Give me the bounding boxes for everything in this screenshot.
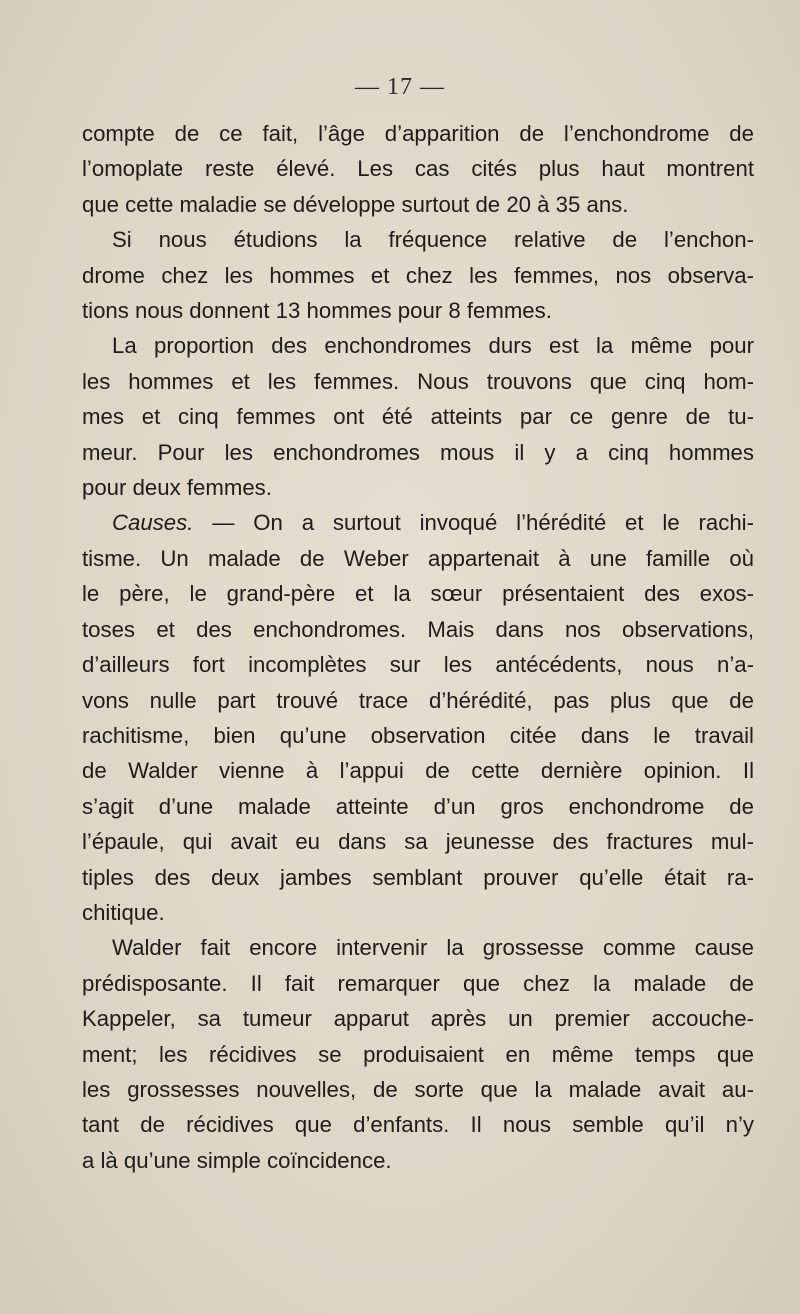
- text-line: vons nulle part trouvé trace d’hérédité, pas plus que de: [82, 687, 754, 713]
- text-line: Si nous étudions la fréquence relative de l’enchon-: [112, 227, 754, 253]
- body-text: [82, 116, 754, 1178]
- text-line: rachitisme, bien qu’une observation citée dans le travail: [82, 722, 754, 748]
- text-line: l’épaule, qui avait eu dans sa jeunesse des fractures mul-: [82, 829, 754, 855]
- text-line: les hommes et les femmes. Nous trouvons que cinq hom-: [82, 368, 754, 394]
- text-line: tant de récidives que d’enfants. Il nous semble qu’il n’y: [82, 1112, 754, 1138]
- text-line: s’agit d’une malade atteinte d’un gros enchondrome de: [82, 793, 754, 819]
- text-line: tiples des deux jambes semblant prouver qu’elle était ra-: [82, 864, 754, 890]
- text-line: La proportion des enchondromes durs est la même pour: [112, 333, 754, 359]
- text-line: [82, 505, 754, 540]
- text-line: les grossesses nouvelles, de sorte que la malade avait au-: [82, 1076, 754, 1102]
- text-line: tisme. Un malade de Weber appartenait à une famille où: [82, 545, 754, 571]
- text-line: toses et des enchondromes. Mais dans nos observations,: [82, 616, 754, 642]
- text-line: d’ailleurs fort incomplètes sur les antécédents, nous n’a-: [82, 652, 754, 678]
- text-line: compte de ce fait, l’âge d’apparition de l’enchondrome de: [82, 121, 754, 146]
- text-line: tions nous donnent 13 hommes pour 8 femmes.: [82, 298, 552, 324]
- text-line: que cette maladie se développe surtout de 20 à 35 ans.: [82, 191, 629, 217]
- text-line: drome chez les hommes et chez les femmes, nos observa-: [82, 262, 754, 288]
- text-line: a là qu’une simple coïncidence.: [82, 1147, 392, 1173]
- text-line: ment; les récidives se produisaient en même temps que: [82, 1041, 754, 1067]
- text-line: pour deux femmes.: [82, 475, 272, 501]
- text-line: Kappeler, sa tumeur apparut après un premier accouche-: [82, 1006, 754, 1032]
- text-line: de Walder vienne à l’appui de cette dernière opinion. Il: [82, 758, 754, 784]
- page-number: — 17 —: [355, 74, 445, 100]
- text-line: meur. Pour les enchondromes mous il y a cinq hommes: [82, 439, 754, 465]
- text-line: mes et cinq femmes ont été atteints par ce genre de tu-: [82, 404, 754, 430]
- text-line: prédisposante. Il fait remarquer que chez la malade de: [82, 970, 754, 996]
- text-line: le père, le grand-père et la sœur présentaient des exos-: [82, 581, 754, 607]
- text-run: — On a surtout invoqué l’hérédité et le rachi-: [193, 510, 754, 536]
- text-line: Walder fait encore intervenir la grossesse comme cause: [112, 935, 754, 961]
- text-line: chitique.: [82, 899, 165, 925]
- text-line: l’omoplate reste élevé. Les cas cités plus haut montrent: [82, 156, 754, 182]
- section-heading: Causes.: [112, 510, 194, 536]
